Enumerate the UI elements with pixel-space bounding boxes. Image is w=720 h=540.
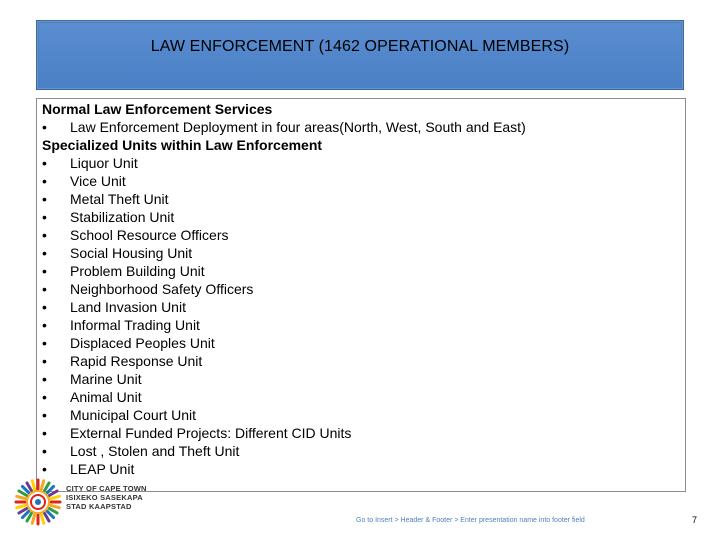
logo-text bbox=[66, 484, 147, 511]
bullet: • bbox=[42, 443, 47, 459]
bullet: • bbox=[42, 245, 47, 261]
list-item bbox=[42, 406, 682, 424]
list-item bbox=[42, 424, 682, 442]
list-item-text: Stabilization Unit bbox=[70, 209, 175, 225]
list-item bbox=[42, 244, 682, 262]
bullet: • bbox=[42, 191, 47, 207]
list-item bbox=[42, 190, 682, 208]
list-item-text: Municipal Court Unit bbox=[70, 407, 197, 423]
bullet: • bbox=[42, 281, 47, 297]
emblem-ray bbox=[32, 515, 34, 524]
list-item bbox=[42, 280, 682, 298]
emblem-ray bbox=[17, 496, 26, 498]
bullet: • bbox=[42, 461, 47, 477]
list-item bbox=[42, 226, 682, 244]
emblem-ray bbox=[17, 505, 26, 507]
bullet: • bbox=[42, 335, 47, 351]
city-logo bbox=[14, 478, 174, 526]
bullet: • bbox=[42, 209, 47, 225]
list-item bbox=[42, 316, 682, 334]
list-item bbox=[42, 460, 682, 478]
bullet: • bbox=[42, 371, 47, 387]
bullet: • bbox=[42, 389, 47, 405]
list-item bbox=[42, 370, 682, 388]
bullet: • bbox=[42, 173, 47, 189]
list-item bbox=[42, 154, 682, 172]
bullet: • bbox=[42, 227, 47, 243]
bullet: • bbox=[42, 263, 47, 279]
section-heading: Specialized Units within Law Enforcement bbox=[42, 137, 323, 153]
content-area bbox=[42, 100, 682, 478]
list-item bbox=[42, 352, 682, 370]
list-item-text: LEAP Unit bbox=[70, 461, 135, 477]
section-heading: Normal Law Enforcement Services bbox=[42, 101, 273, 117]
emblem-ray bbox=[51, 505, 60, 507]
page-number: 7 bbox=[692, 515, 698, 525]
footer-note: Go to Insert > Header & Footer > Enter presentation name into footer field bbox=[356, 517, 585, 524]
list-item-text: Marine Unit bbox=[70, 371, 142, 387]
bullet: • bbox=[42, 299, 47, 315]
emblem-ray bbox=[51, 496, 60, 498]
emblem-ray bbox=[41, 515, 43, 524]
emblem-ray bbox=[32, 481, 34, 490]
list-item-text: Problem Building Unit bbox=[70, 263, 205, 279]
bullet: • bbox=[42, 155, 47, 171]
list-item-text: Animal Unit bbox=[70, 389, 142, 405]
logo-line: STAD KAAPSTAD bbox=[66, 502, 132, 511]
list-item bbox=[42, 334, 682, 352]
logo-line: CITY OF CAPE TOWN bbox=[66, 484, 147, 493]
bullet: • bbox=[42, 353, 47, 369]
list-item-text: Lost , Stolen and Theft Unit bbox=[70, 443, 240, 459]
list-item bbox=[42, 208, 682, 226]
list-item-text: Displaced Peoples Unit bbox=[70, 335, 215, 351]
list-item bbox=[42, 442, 682, 460]
bullet: • bbox=[42, 425, 47, 441]
emblem-ray bbox=[41, 481, 43, 490]
list-item bbox=[42, 388, 682, 406]
list-item bbox=[42, 172, 682, 190]
city-emblem-icon bbox=[14, 478, 62, 526]
list-item-text: School Resource Officers bbox=[70, 227, 229, 243]
bullet: • bbox=[42, 407, 47, 423]
list-item bbox=[42, 262, 682, 280]
list-item-text: Vice Unit bbox=[70, 173, 126, 189]
list-item-text: Law Enforcement Deployment in four areas(North, West, South and East) bbox=[70, 119, 526, 135]
list-item-text: External Funded Projects: Different CID Units bbox=[70, 425, 352, 441]
list-item-text: Informal Trading Unit bbox=[70, 317, 200, 333]
bullet: • bbox=[42, 119, 47, 135]
list-item-text: Rapid Response Unit bbox=[70, 353, 203, 369]
logo-line: ISIXEKO SASEKAPA bbox=[66, 493, 143, 502]
list-item-text: Land Invasion Unit bbox=[70, 299, 186, 315]
list-item-text: Social Housing Unit bbox=[70, 245, 193, 261]
list-item-text: Liquor Unit bbox=[70, 155, 138, 171]
bullet: • bbox=[42, 317, 47, 333]
slide-title: LAW ENFORCEMENT (1462 OPERATIONAL MEMBERS) bbox=[150, 38, 570, 55]
list-item bbox=[42, 298, 682, 316]
list-item-text: Neighborhood Safety Officers bbox=[70, 281, 254, 297]
list-item bbox=[42, 118, 682, 136]
list-item-text: Metal Theft Unit bbox=[70, 191, 169, 207]
